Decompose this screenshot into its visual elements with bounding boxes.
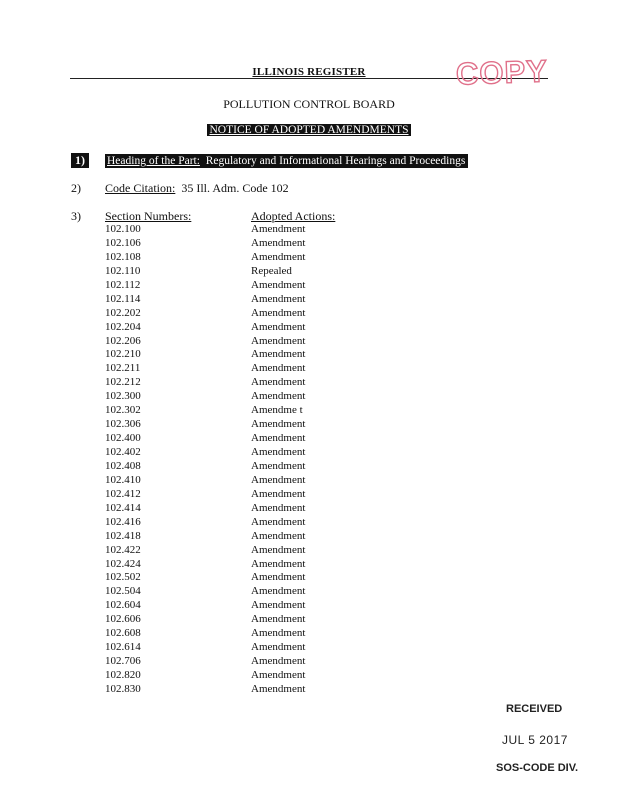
table-row	[105, 558, 405, 572]
adopted-action: Amendment	[251, 362, 306, 375]
sections-table	[105, 223, 405, 697]
table-row	[105, 460, 405, 474]
table-row	[105, 530, 405, 544]
adopted-action: Repealed	[251, 264, 292, 277]
adopted-action: Amendment	[251, 473, 306, 486]
adopted-action: Amendment	[251, 320, 306, 333]
section-number: 102.108	[105, 250, 141, 263]
section-number: 102.400	[105, 432, 141, 445]
adopted-action: Amendment	[251, 655, 306, 668]
adopted-action: Amendment	[251, 250, 306, 263]
table-row	[105, 251, 405, 265]
item-1-heading	[105, 153, 468, 168]
table-row	[105, 418, 405, 432]
table-row	[105, 307, 405, 321]
table-row	[105, 432, 405, 446]
adopted-action: Amendment	[251, 278, 306, 291]
section-number: 102.110	[105, 264, 141, 277]
section-number: 102.300	[105, 390, 141, 403]
agency-name: POLLUTION CONTROL BOARD	[223, 97, 395, 111]
table-row	[105, 613, 405, 627]
received-stamp-label: RECEIVED	[506, 703, 563, 715]
adopted-action: Amendme t	[251, 404, 303, 417]
adopted-action: Amendment	[251, 599, 306, 612]
table-row	[105, 348, 405, 362]
item-2-number: 2)	[71, 181, 81, 195]
section-number: 102.306	[105, 418, 141, 431]
section-number: 102.204	[105, 320, 141, 333]
item-2-value: 35 Ill. Adm. Code 102	[181, 181, 289, 195]
table-row	[105, 390, 405, 404]
adopted-action: Amendment	[251, 236, 306, 249]
table-row	[105, 376, 405, 390]
table-row	[105, 446, 405, 460]
section-number: 102.604	[105, 599, 141, 612]
table-row	[105, 474, 405, 488]
adopted-action: Amendment	[251, 223, 306, 235]
item-1-value: Regulatory and Informational Hearings and Proceedings	[205, 155, 466, 167]
table-row	[105, 488, 405, 502]
table-row	[105, 404, 405, 418]
table-row	[105, 641, 405, 655]
adopted-action: Amendment	[251, 390, 306, 403]
section-number: 102.106	[105, 236, 141, 249]
section-number: 102.422	[105, 543, 141, 556]
section-number: 102.608	[105, 627, 141, 640]
table-row	[105, 223, 405, 237]
adopted-action: Amendment	[251, 459, 306, 472]
register-title: ILLINOIS REGISTER	[252, 66, 366, 78]
section-number: 102.410	[105, 473, 141, 486]
section-number: 102.408	[105, 459, 141, 472]
copy-stamp: COPY	[455, 53, 549, 92]
item-1-number: 1)	[71, 153, 89, 168]
item-3-number: 3)	[71, 209, 81, 223]
adopted-action: Amendment	[251, 348, 306, 361]
item-1-heading-bar	[105, 154, 468, 168]
section-number: 102.206	[105, 334, 141, 347]
section-number: 102.830	[105, 682, 141, 695]
table-row	[105, 655, 405, 669]
adopted-action: Amendment	[251, 641, 306, 654]
section-number: 102.820	[105, 669, 141, 681]
table-row	[105, 321, 405, 335]
section-number: 102.211	[105, 362, 141, 375]
table-row	[105, 683, 405, 697]
table-row	[105, 293, 405, 307]
adopted-action: Amendment	[251, 446, 306, 458]
received-stamp-division: SOS-CODE DIV.	[496, 762, 579, 774]
table-row	[105, 502, 405, 516]
adopted-action: Amendment	[251, 501, 306, 514]
section-number: 102.416	[105, 515, 141, 528]
section-number: 102.614	[105, 641, 141, 654]
section-number: 102.112	[105, 278, 141, 291]
adopted-action: Amendment	[251, 627, 306, 640]
section-number: 102.114	[105, 292, 141, 305]
received-stamp-date: JUL 5 2017	[502, 733, 568, 747]
adopted-action: Amendment	[251, 571, 306, 584]
adopted-action: Amendment	[251, 557, 306, 570]
adopted-action: Amendment	[251, 432, 306, 445]
table-row	[105, 585, 405, 599]
adopted-action: Amendment	[251, 529, 306, 542]
table-row	[105, 362, 405, 376]
section-number: 102.402	[105, 446, 141, 458]
table-row	[105, 237, 405, 251]
adopted-action: Amendment	[251, 306, 306, 319]
table-row	[105, 571, 405, 585]
section-number: 102.424	[105, 557, 141, 570]
item-2-code-citation	[105, 181, 289, 196]
adopted-action: Amendment	[251, 418, 306, 431]
adopted-action: Amendment	[251, 543, 306, 556]
adopted-action: Amendment	[251, 376, 306, 389]
table-row	[105, 627, 405, 641]
section-number: 102.210	[105, 348, 141, 361]
adopted-action: Amendment	[251, 613, 306, 626]
adopted-action: Amendment	[251, 669, 306, 681]
table-row	[105, 516, 405, 530]
adopted-actions-header: Adopted Actions:	[251, 209, 336, 223]
table-row	[105, 265, 405, 279]
section-number: 102.502	[105, 571, 141, 584]
section-number: 102.414	[105, 501, 141, 514]
section-number: 102.418	[105, 529, 141, 542]
table-row	[105, 599, 405, 613]
adopted-action: Amendment	[251, 585, 306, 598]
section-number: 102.302	[105, 404, 141, 417]
table-row	[105, 279, 405, 293]
adopted-action: Amendment	[251, 334, 306, 347]
section-number: 102.202	[105, 306, 141, 319]
section-number: 102.606	[105, 613, 141, 626]
section-number: 102.504	[105, 585, 141, 598]
notice-title	[0, 124, 618, 136]
section-numbers-header: Section Numbers:	[105, 209, 192, 223]
section-number: 102.412	[105, 487, 141, 500]
section-number: 102.706	[105, 655, 141, 668]
table-row	[105, 669, 405, 683]
item-2-label: Code Citation:	[105, 181, 176, 195]
section-number: 102.100	[105, 223, 141, 235]
item-1-label: Heading of the Part:	[107, 155, 200, 167]
adopted-action: Amendment	[251, 515, 306, 528]
notice-title-text: NOTICE OF ADOPTED AMENDMENTS	[209, 124, 409, 136]
adopted-action: Amendment	[251, 682, 306, 695]
table-row	[105, 335, 405, 349]
adopted-action: Amendment	[251, 487, 306, 500]
adopted-action: Amendment	[251, 292, 306, 305]
section-number: 102.212	[105, 376, 141, 389]
table-row	[105, 544, 405, 558]
